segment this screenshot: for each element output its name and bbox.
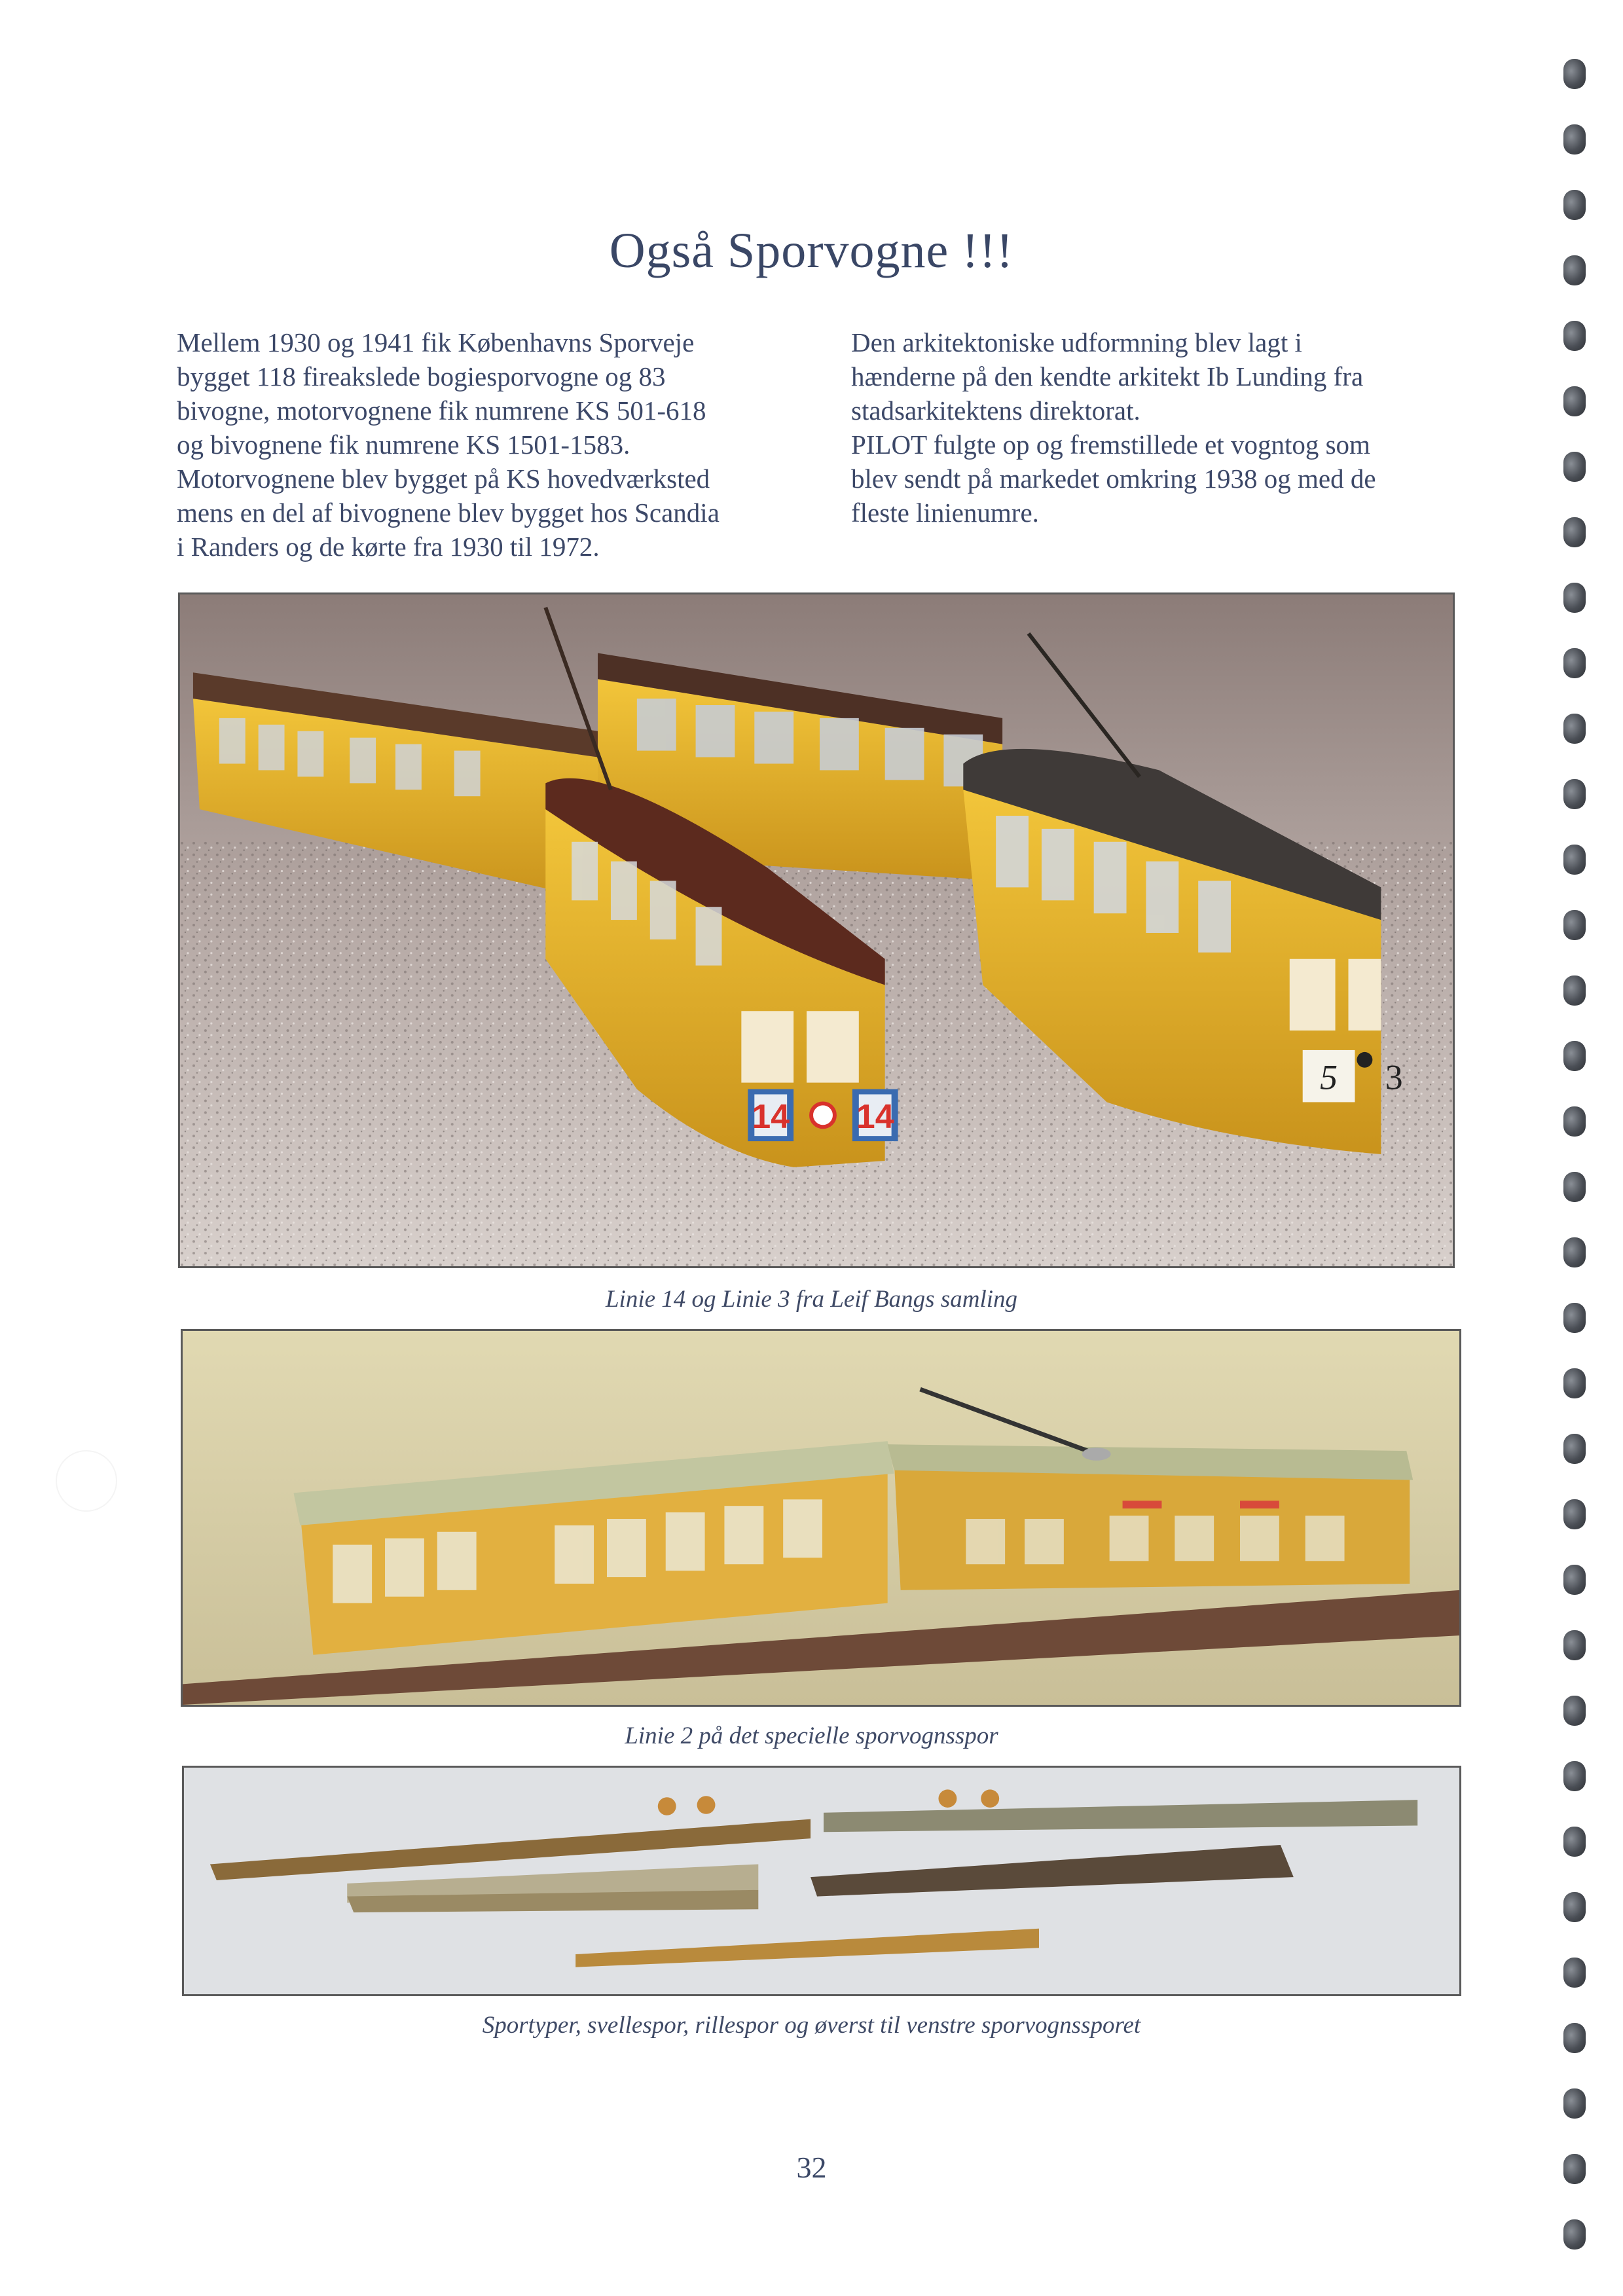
photo-caption-3: Sportyper, svellespor, rillespor og øverst til venstre sporvognssporet [482, 2012, 1141, 2039]
paper-smudge [56, 1450, 117, 1512]
photo-caption-2: Linie 2 på det specielle sporvognsspor [625, 1722, 998, 1749]
sign-right-3: 3 [1385, 1057, 1403, 1097]
sign-left-14-a: 14 [752, 1097, 790, 1136]
intro-text-right: Den arkitektoniske udformning blev lagt i hænderne på den kendte arkitekt Ib Lunding fra stadsarkitektens direktorat. PILOT fulgte op og fremstillede et vogntog som blev sendt på markedet omkring 1938 og med de fleste linienumre. [851, 327, 1376, 528]
page-number: 32 [796, 2151, 827, 2184]
track-types-photo [182, 1766, 1461, 1996]
sign-right-5: 5 [1320, 1057, 1338, 1097]
sign-left-14-b: 14 [856, 1097, 894, 1136]
tram-photo-line-2 [181, 1329, 1461, 1707]
intro-text-left: Mellem 1930 og 1941 fik Københavns Sporveje bygget 118 fireakslede bogiesporvogne og 83 bivogne, motorvognene fik numrene KS 501-618 og bivognene fik numrene KS 1501-1583. Motorvognene blev bygget på KS hovedværksted mens en del af bivognene blev bygget hos Scandia i Randers og de kørte fra 1930 til 1972. [177, 327, 720, 562]
photo-caption-1: Linie 14 og Linie 3 fra Leif Bangs samling [605, 1286, 1018, 1313]
page-title: Også Sporvogne !!! [609, 223, 1014, 278]
tram-photo-line-14-and-3 [178, 592, 1455, 1268]
spiral-binding [1558, 52, 1597, 2291]
